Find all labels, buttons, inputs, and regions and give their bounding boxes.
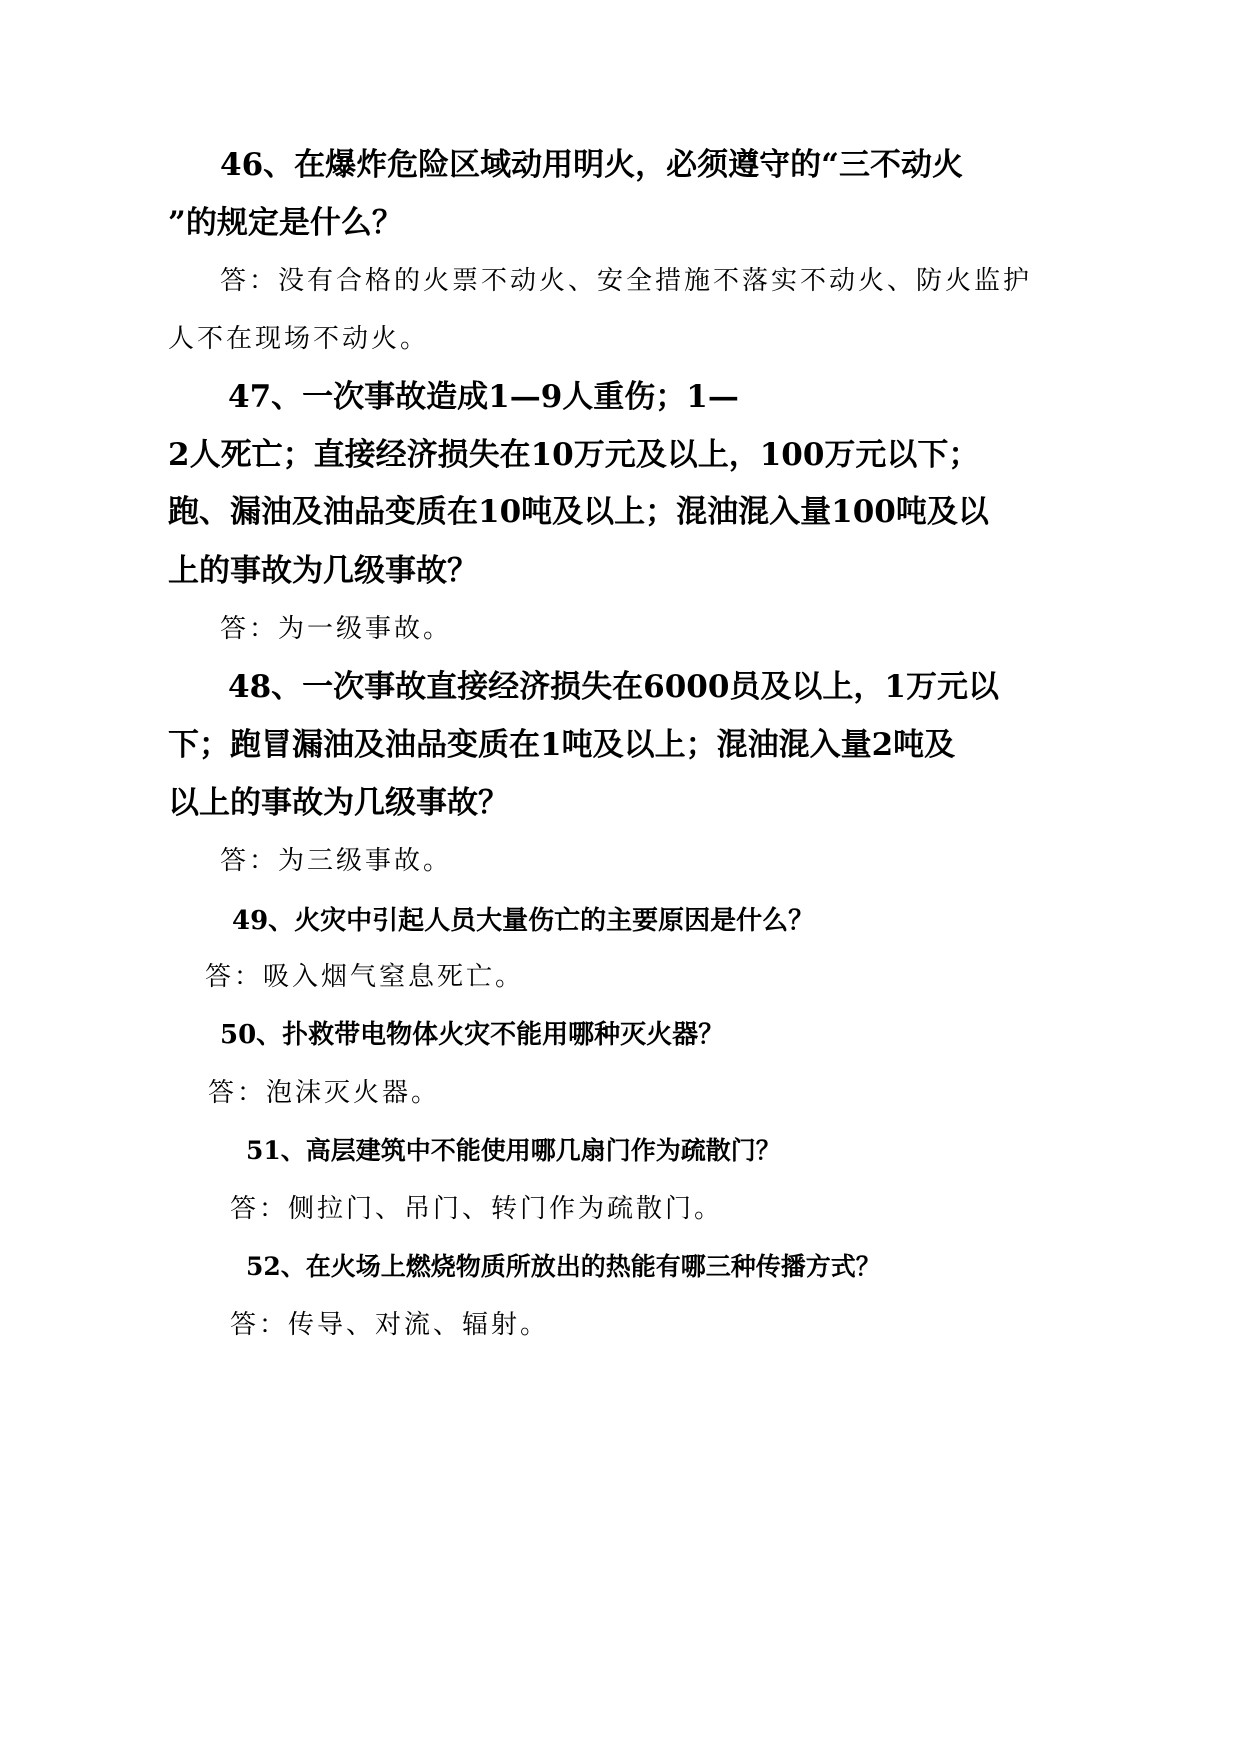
answer-51: 答：侧拉门、吊门、转门作为疏散门。 xyxy=(230,1194,724,1224)
question-47-line-3: 跑、漏油及油品变质在10吨及以上；混油混入量100吨及以 xyxy=(168,494,989,530)
question-46-line-2: ”的规定是什么？ xyxy=(168,205,403,241)
answer-46-line-1: 答：没有合格的火票不动火、安全措施不落实不动火、防火监护 xyxy=(220,266,1033,296)
question-48-line-3: 以上的事故为几级事故？ xyxy=(168,785,509,821)
question-51: 51、高层建筑中不能使用哪几扇门作为疏散门？ xyxy=(246,1136,781,1165)
question-48-line-1: 48、一次事故直接经济损失在6000员及以上，1万元以 xyxy=(228,669,999,705)
question-46-line-1: 46、在爆炸危险区域动用明火，必须遵守的“三不动火 xyxy=(220,147,963,183)
question-49: 49、火灾中引起人员大量伤亡的主要原因是什么？ xyxy=(232,906,815,936)
question-50: 50、扑救带电物体火灾不能用哪种灭火器？ xyxy=(220,1020,725,1050)
answer-47: 答：为一级事故。 xyxy=(220,614,453,644)
question-47-line-4: 上的事故为几级事故？ xyxy=(168,553,478,589)
question-47-line-1: 47、一次事故造成1—9人重伤；1— xyxy=(228,379,739,415)
answer-46-line-2: 人不在现场不动火。 xyxy=(168,324,430,354)
answer-50: 答：泡沫灭火器。 xyxy=(208,1078,441,1108)
question-48-line-2: 下；跑冒漏油及油品变质在1吨及以上；混油混入量2吨及 xyxy=(168,727,956,763)
answer-49: 答：吸入烟气窒息死亡。 xyxy=(205,962,525,992)
answer-52: 答：传导、对流、辐射。 xyxy=(230,1310,550,1340)
answer-48: 答：为三级事故。 xyxy=(220,846,453,876)
question-47-line-2: 2人死亡；直接经济损失在10万元及以上，100万元以下； xyxy=(168,437,980,473)
question-52: 52、在火场上燃烧物质所放出的热能有哪三种传播方式？ xyxy=(246,1252,881,1281)
